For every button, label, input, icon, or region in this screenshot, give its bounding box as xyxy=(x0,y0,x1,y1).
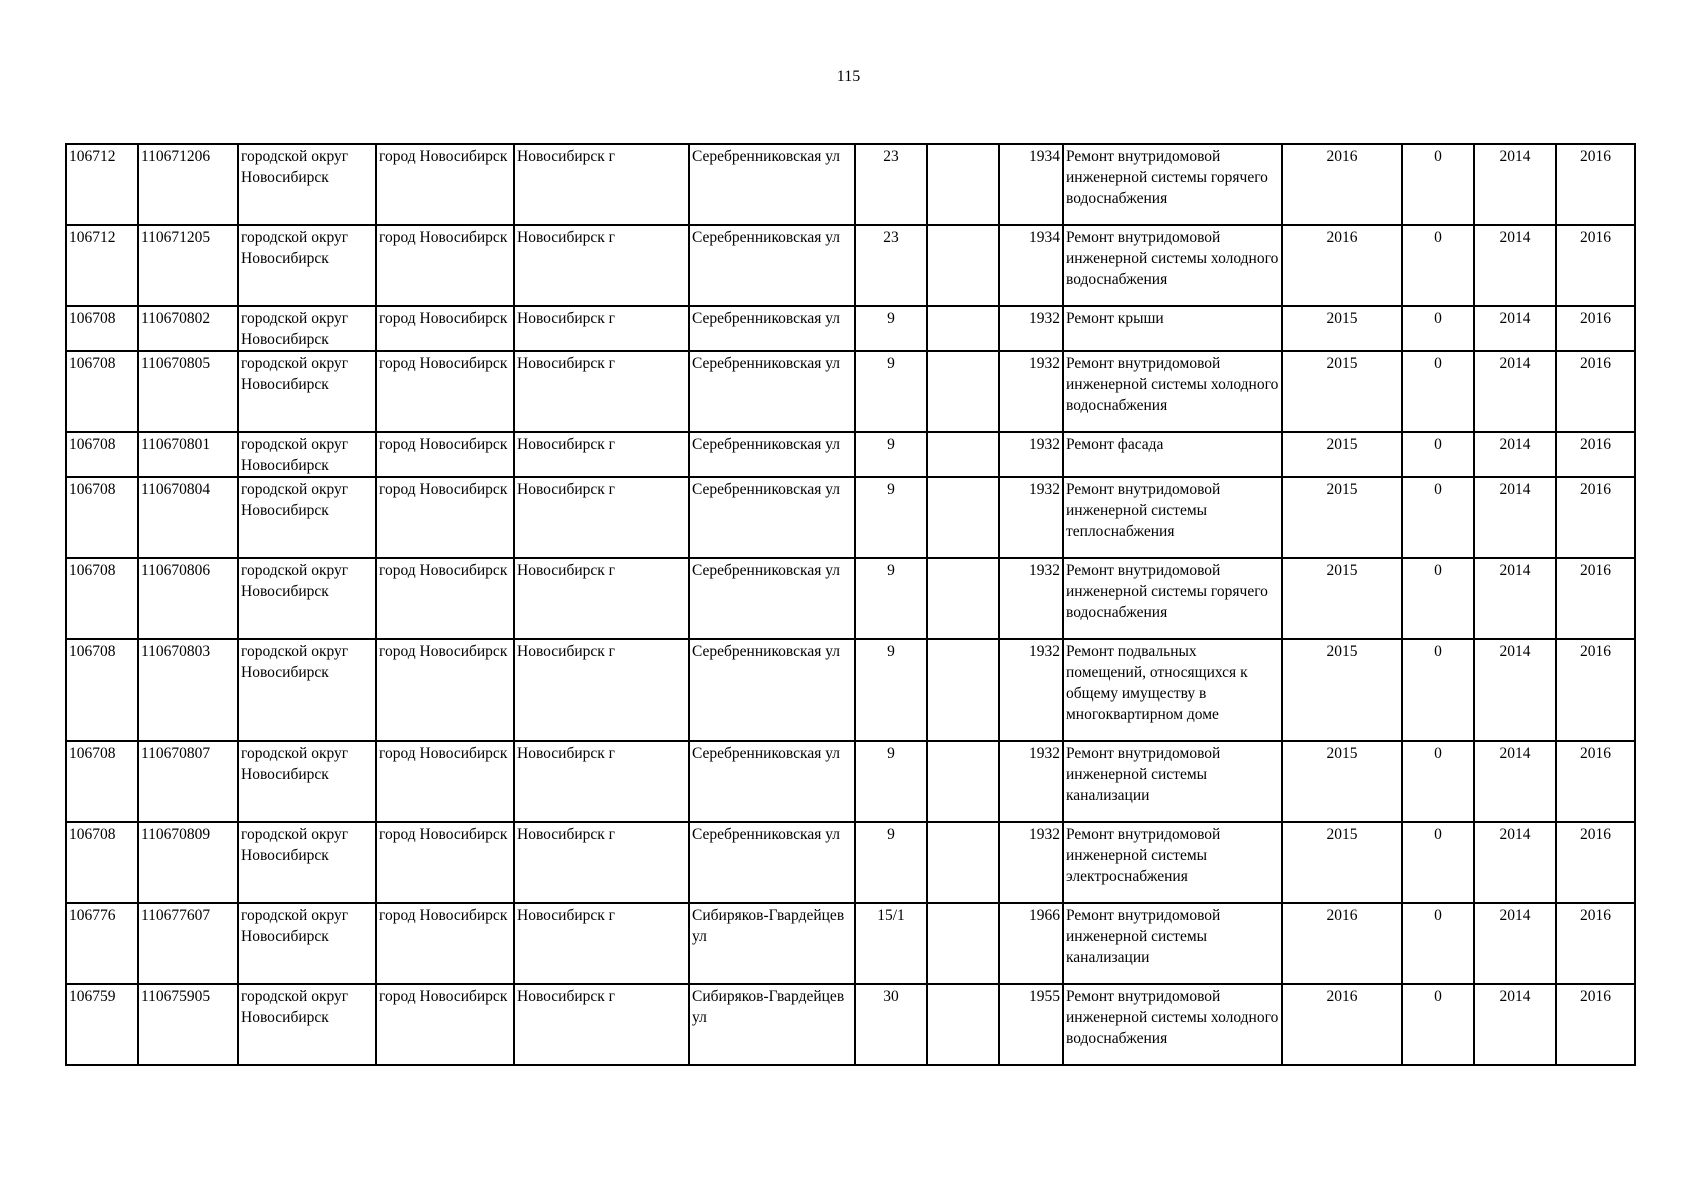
building-cell xyxy=(927,306,999,351)
flag-cell: 0 xyxy=(1402,558,1474,639)
municipality-cell: городской округ Новосибирск xyxy=(238,741,376,822)
locality-cell: Новосибирск г xyxy=(514,984,689,1065)
house-number-cell: 23 xyxy=(855,225,927,306)
building-cell xyxy=(927,225,999,306)
period-end-cell: 2016 xyxy=(1556,351,1635,432)
planned-year-cell: 2015 xyxy=(1282,558,1402,639)
municipality-cell: городской округ Новосибирск xyxy=(238,558,376,639)
flag-cell: 0 xyxy=(1402,351,1474,432)
locality-cell: Новосибирск г xyxy=(514,432,689,477)
house-number-cell: 9 xyxy=(855,477,927,558)
street-cell: Сибиряков-Гвардейцев ул xyxy=(689,984,855,1065)
planned-year-cell: 2016 xyxy=(1282,903,1402,984)
municipality-cell: городской округ Новосибирск xyxy=(238,432,376,477)
construction-year-cell: 1932 xyxy=(999,432,1063,477)
settlement-cell: город Новосибирск xyxy=(376,558,514,639)
construction-year-cell: 1932 xyxy=(999,351,1063,432)
locality-cell: Новосибирск г xyxy=(514,903,689,984)
period-end-cell: 2016 xyxy=(1556,984,1635,1065)
house-id-cell: 106776 xyxy=(66,903,138,984)
planned-year-cell: 2015 xyxy=(1282,477,1402,558)
work-type-cell: Ремонт внутридомовой инженерной системы канализации xyxy=(1063,741,1282,822)
street-cell: Серебренниковская ул xyxy=(689,144,855,225)
house-number-cell: 9 xyxy=(855,639,927,741)
flag-cell: 0 xyxy=(1402,903,1474,984)
work-id-cell: 110675905 xyxy=(138,984,238,1065)
flag-cell: 0 xyxy=(1402,741,1474,822)
locality-cell: Новосибирск г xyxy=(514,477,689,558)
period-start-cell: 2014 xyxy=(1474,477,1556,558)
work-type-cell: Ремонт внутридомовой инженерной системы теплоснабжения xyxy=(1063,477,1282,558)
flag-cell: 0 xyxy=(1402,477,1474,558)
street-cell: Серебренниковская ул xyxy=(689,822,855,903)
period-end-cell: 2016 xyxy=(1556,144,1635,225)
settlement-cell: город Новосибирск xyxy=(376,741,514,822)
locality-cell: Новосибирск г xyxy=(514,822,689,903)
period-start-cell: 2014 xyxy=(1474,984,1556,1065)
construction-year-cell: 1932 xyxy=(999,639,1063,741)
settlement-cell: город Новосибирск xyxy=(376,144,514,225)
table-row xyxy=(66,306,1635,351)
work-type-cell: Ремонт крыши xyxy=(1063,306,1282,351)
planned-year-cell: 2016 xyxy=(1282,144,1402,225)
table-row xyxy=(66,639,1635,741)
period-start-cell: 2014 xyxy=(1474,741,1556,822)
building-cell xyxy=(927,558,999,639)
table-row xyxy=(66,741,1635,822)
table-row xyxy=(66,558,1635,639)
period-end-cell: 2016 xyxy=(1556,225,1635,306)
period-start-cell: 2014 xyxy=(1474,306,1556,351)
capital-repair-table xyxy=(65,143,1636,1066)
municipality-cell: городской округ Новосибирск xyxy=(238,144,376,225)
building-cell xyxy=(927,822,999,903)
municipality-cell: городской округ Новосибирск xyxy=(238,822,376,903)
house-number-cell: 9 xyxy=(855,741,927,822)
settlement-cell: город Новосибирск xyxy=(376,477,514,558)
flag-cell: 0 xyxy=(1402,432,1474,477)
house-id-cell: 106708 xyxy=(66,741,138,822)
house-number-cell: 9 xyxy=(855,351,927,432)
settlement-cell: город Новосибирск xyxy=(376,306,514,351)
house-number-cell: 9 xyxy=(855,822,927,903)
work-type-cell: Ремонт подвальных помещений, относящихся к общему имуществу в многоквартирном доме xyxy=(1063,639,1282,741)
period-end-cell: 2016 xyxy=(1556,639,1635,741)
street-cell: Серебренниковская ул xyxy=(689,351,855,432)
locality-cell: Новосибирск г xyxy=(514,351,689,432)
table-row xyxy=(66,432,1635,477)
table-body xyxy=(66,144,1635,1065)
period-end-cell: 2016 xyxy=(1556,741,1635,822)
table-row xyxy=(66,984,1635,1065)
period-start-cell: 2014 xyxy=(1474,639,1556,741)
locality-cell: Новосибирск г xyxy=(514,306,689,351)
planned-year-cell: 2015 xyxy=(1282,432,1402,477)
locality-cell: Новосибирск г xyxy=(514,144,689,225)
municipality-cell: городской округ Новосибирск xyxy=(238,351,376,432)
planned-year-cell: 2015 xyxy=(1282,741,1402,822)
house-number-cell: 9 xyxy=(855,306,927,351)
locality-cell: Новосибирск г xyxy=(514,225,689,306)
building-cell xyxy=(927,741,999,822)
work-type-cell: Ремонт внутридомовой инженерной системы холодного водоснабжения xyxy=(1063,351,1282,432)
work-id-cell: 110670802 xyxy=(138,306,238,351)
municipality-cell: городской округ Новосибирск xyxy=(238,225,376,306)
house-id-cell: 106708 xyxy=(66,432,138,477)
period-end-cell: 2016 xyxy=(1556,432,1635,477)
planned-year-cell: 2015 xyxy=(1282,639,1402,741)
street-cell: Серебренниковская ул xyxy=(689,306,855,351)
house-id-cell: 106708 xyxy=(66,306,138,351)
street-cell: Серебренниковская ул xyxy=(689,225,855,306)
house-id-cell: 106708 xyxy=(66,639,138,741)
house-number-cell: 30 xyxy=(855,984,927,1065)
work-id-cell: 110671206 xyxy=(138,144,238,225)
locality-cell: Новосибирск г xyxy=(514,558,689,639)
house-number-cell: 23 xyxy=(855,144,927,225)
table-row xyxy=(66,477,1635,558)
period-end-cell: 2016 xyxy=(1556,477,1635,558)
planned-year-cell: 2016 xyxy=(1282,225,1402,306)
period-end-cell: 2016 xyxy=(1556,822,1635,903)
table-row xyxy=(66,144,1635,225)
street-cell: Серебренниковская ул xyxy=(689,639,855,741)
house-id-cell: 106759 xyxy=(66,984,138,1065)
work-id-cell: 110670804 xyxy=(138,477,238,558)
period-start-cell: 2014 xyxy=(1474,903,1556,984)
work-type-cell: Ремонт внутридомовой инженерной системы канализации xyxy=(1063,903,1282,984)
work-type-cell: Ремонт внутридомовой инженерной системы электроснабжения xyxy=(1063,822,1282,903)
locality-cell: Новосибирск г xyxy=(514,639,689,741)
building-cell xyxy=(927,903,999,984)
flag-cell: 0 xyxy=(1402,225,1474,306)
building-cell xyxy=(927,639,999,741)
period-start-cell: 2014 xyxy=(1474,351,1556,432)
flag-cell: 0 xyxy=(1402,822,1474,903)
work-type-cell: Ремонт фасада xyxy=(1063,432,1282,477)
building-cell xyxy=(927,351,999,432)
planned-year-cell: 2016 xyxy=(1282,984,1402,1065)
table-row xyxy=(66,351,1635,432)
house-id-cell: 106708 xyxy=(66,558,138,639)
flag-cell: 0 xyxy=(1402,984,1474,1065)
construction-year-cell: 1932 xyxy=(999,822,1063,903)
house-id-cell: 106708 xyxy=(66,477,138,558)
work-id-cell: 110670801 xyxy=(138,432,238,477)
work-type-cell: Ремонт внутридомовой инженерной системы горячего водоснабжения xyxy=(1063,558,1282,639)
work-id-cell: 110670807 xyxy=(138,741,238,822)
work-type-cell: Ремонт внутридомовой инженерной системы холодного водоснабжения xyxy=(1063,225,1282,306)
locality-cell: Новосибирск г xyxy=(514,741,689,822)
construction-year-cell: 1934 xyxy=(999,225,1063,306)
municipality-cell: городской округ Новосибирск xyxy=(238,639,376,741)
table-row xyxy=(66,225,1635,306)
period-start-cell: 2014 xyxy=(1474,432,1556,477)
period-end-cell: 2016 xyxy=(1556,306,1635,351)
building-cell xyxy=(927,984,999,1065)
construction-year-cell: 1932 xyxy=(999,741,1063,822)
building-cell xyxy=(927,477,999,558)
construction-year-cell: 1932 xyxy=(999,477,1063,558)
street-cell: Сибиряков-Гвардейцев ул xyxy=(689,903,855,984)
house-number-cell: 15/1 xyxy=(855,903,927,984)
house-number-cell: 9 xyxy=(855,558,927,639)
house-id-cell: 106712 xyxy=(66,225,138,306)
building-cell xyxy=(927,432,999,477)
work-id-cell: 110670806 xyxy=(138,558,238,639)
work-id-cell: 110671205 xyxy=(138,225,238,306)
building-cell xyxy=(927,144,999,225)
flag-cell: 0 xyxy=(1402,639,1474,741)
settlement-cell: город Новосибирск xyxy=(376,351,514,432)
house-id-cell: 106712 xyxy=(66,144,138,225)
period-start-cell: 2014 xyxy=(1474,558,1556,639)
period-start-cell: 2014 xyxy=(1474,144,1556,225)
table-row xyxy=(66,903,1635,984)
street-cell: Серебренниковская ул xyxy=(689,558,855,639)
period-start-cell: 2014 xyxy=(1474,225,1556,306)
period-end-cell: 2016 xyxy=(1556,558,1635,639)
work-id-cell: 110670803 xyxy=(138,639,238,741)
flag-cell: 0 xyxy=(1402,306,1474,351)
planned-year-cell: 2015 xyxy=(1282,351,1402,432)
work-type-cell: Ремонт внутридомовой инженерной системы холодного водоснабжения xyxy=(1063,984,1282,1065)
planned-year-cell: 2015 xyxy=(1282,822,1402,903)
street-cell: Серебренниковская ул xyxy=(689,741,855,822)
construction-year-cell: 1934 xyxy=(999,144,1063,225)
settlement-cell: город Новосибирск xyxy=(376,432,514,477)
settlement-cell: город Новосибирск xyxy=(376,822,514,903)
house-number-cell: 9 xyxy=(855,432,927,477)
municipality-cell: городской округ Новосибирск xyxy=(238,903,376,984)
house-id-cell: 106708 xyxy=(66,822,138,903)
municipality-cell: городской округ Новосибирск xyxy=(238,306,376,351)
construction-year-cell: 1966 xyxy=(999,903,1063,984)
work-id-cell: 110670809 xyxy=(138,822,238,903)
settlement-cell: город Новосибирск xyxy=(376,903,514,984)
planned-year-cell: 2015 xyxy=(1282,306,1402,351)
municipality-cell: городской округ Новосибирск xyxy=(238,477,376,558)
settlement-cell: город Новосибирск xyxy=(376,639,514,741)
page-number: 115 xyxy=(836,68,861,85)
period-start-cell: 2014 xyxy=(1474,822,1556,903)
house-id-cell: 106708 xyxy=(66,351,138,432)
street-cell: Серебренниковская ул xyxy=(689,477,855,558)
construction-year-cell: 1932 xyxy=(999,306,1063,351)
construction-year-cell: 1932 xyxy=(999,558,1063,639)
table-row xyxy=(66,822,1635,903)
work-type-cell: Ремонт внутридомовой инженерной системы горячего водоснабжения xyxy=(1063,144,1282,225)
period-end-cell: 2016 xyxy=(1556,903,1635,984)
work-id-cell: 110677607 xyxy=(138,903,238,984)
street-cell: Серебренниковская ул xyxy=(689,432,855,477)
work-id-cell: 110670805 xyxy=(138,351,238,432)
settlement-cell: город Новосибирск xyxy=(376,984,514,1065)
flag-cell: 0 xyxy=(1402,144,1474,225)
settlement-cell: город Новосибирск xyxy=(376,225,514,306)
construction-year-cell: 1955 xyxy=(999,984,1063,1065)
municipality-cell: городской округ Новосибирск xyxy=(238,984,376,1065)
